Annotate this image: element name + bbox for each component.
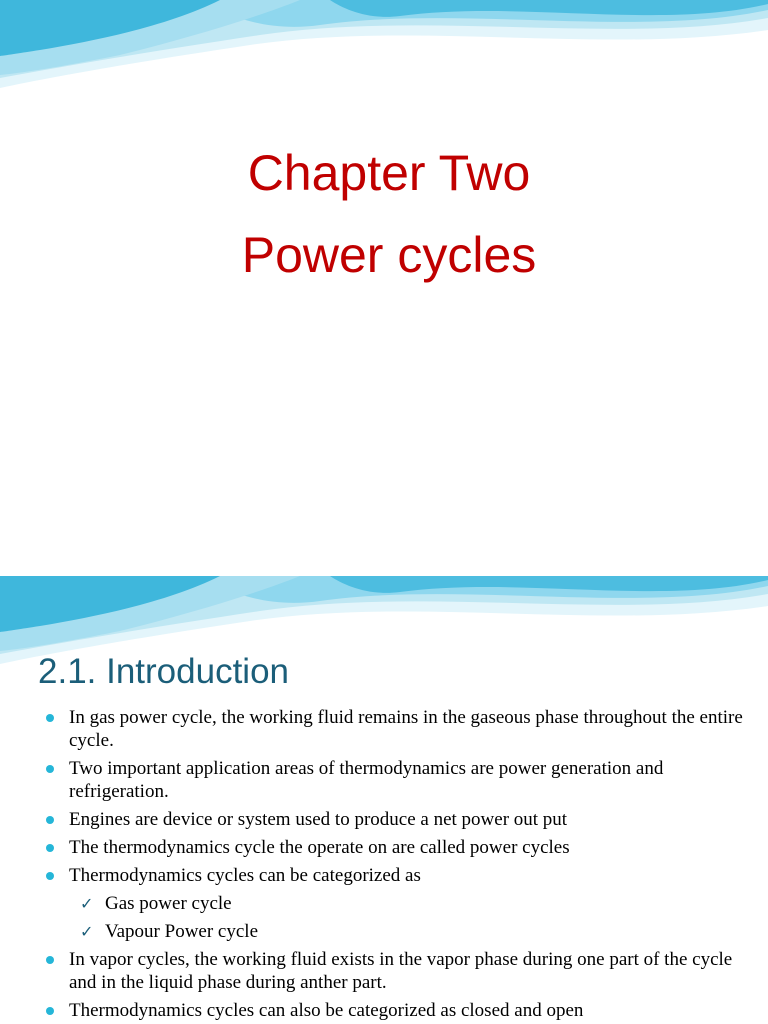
bullet-dot-icon (46, 816, 54, 824)
introduction-slide (0, 576, 768, 1024)
bullet-dot-icon (46, 1007, 54, 1015)
list-item (44, 999, 744, 1022)
list-item (44, 808, 744, 831)
list-item (44, 706, 744, 752)
bullet-dot-icon (46, 765, 54, 773)
checkmark-icon: ✓ (80, 922, 94, 941)
sub-list-item (44, 920, 744, 943)
bullet-dot-icon (46, 844, 54, 852)
header-wave-decoration (0, 0, 768, 95)
list-item-text: Engines are device or system used to produce a net power out put (69, 809, 568, 830)
sub-list-item (44, 892, 744, 915)
list-item-text: In vapor cycles, the working fluid exists in the vapor phase during one part of the cycle and in the liquid phase during anther part. (69, 949, 733, 993)
list-item-text: Thermodynamics cycles can also be categorized as closed and open (69, 1000, 584, 1021)
bullet-dot-icon (46, 872, 54, 880)
title-line-2: Power cycles (241, 227, 537, 283)
list-item-text: The thermodynamics cycle the operate on are called power cycles (69, 837, 570, 858)
bullet-dot-icon (46, 956, 54, 964)
list-item-text: Two important application areas of thermodynamics are power generation and refrigeration. (69, 758, 664, 802)
sub-list-item-text: Gas power cycle (105, 893, 232, 914)
slide-title (0, 132, 768, 296)
title-line-1: Chapter Two (247, 145, 531, 201)
bullet-list (44, 706, 744, 1024)
section-title: 2.1. Introduction (38, 652, 289, 691)
sub-list-item-text: Vapour Power cycle (105, 921, 259, 942)
list-item (44, 948, 744, 994)
list-item (44, 836, 744, 859)
list-item (44, 864, 744, 887)
checkmark-icon: ✓ (80, 894, 94, 913)
list-item (44, 757, 744, 803)
list-item-text: Thermodynamics cycles can be categorized as (69, 865, 421, 886)
bullet-dot-icon (46, 714, 54, 722)
list-item-text: In gas power cycle, the working fluid remains in the gaseous phase throughout the entire cycle. (69, 707, 743, 751)
